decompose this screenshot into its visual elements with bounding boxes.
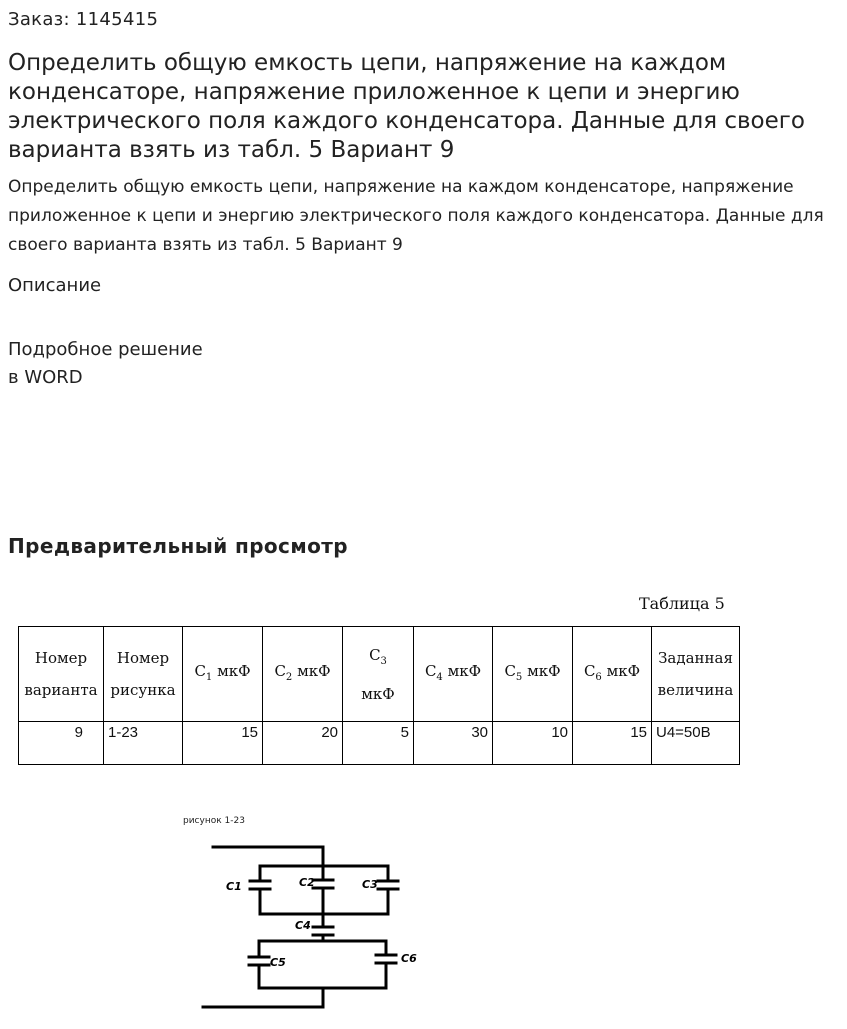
solution-line-1: Подробное решение: [8, 339, 203, 360]
cell-c5: 10: [493, 722, 573, 765]
label-c6: C6: [401, 952, 417, 965]
header-variant: Номер варианта: [19, 627, 104, 722]
circuit-diagram: [170, 808, 450, 1023]
task-title: Определить общую емкость цепи, напряжение на каждом конденсаторе, напряжение приложенное к цепи и энергию электрического поля каждого конденсатора. Данные для своего варианта взять из табл. 5 Вариант 9: [8, 50, 805, 163]
cell-variant: 9: [19, 722, 104, 765]
header-c1: $C_1$ мкФ: [183, 627, 263, 722]
label-c5: C5: [270, 956, 286, 969]
header-c4: $C_4$ мкФ: [414, 627, 493, 722]
cell-c3: 5: [343, 722, 414, 765]
label-c1: C1: [226, 880, 242, 893]
order-number: Заказ: 1145415: [8, 9, 159, 30]
figure-caption: рисунок 1-23: [183, 816, 245, 826]
cell-c4: 30: [414, 722, 493, 765]
table-header-row: [19, 627, 740, 722]
solution-note: [8, 336, 203, 392]
table-row: [19, 722, 740, 765]
header-c5: $C_5$ мкФ: [493, 627, 573, 722]
cell-c6: 15: [573, 722, 652, 765]
header-figure: Номер рисунка: [104, 627, 183, 722]
cell-c1: 15: [183, 722, 263, 765]
header-given: Заданная величина: [652, 627, 740, 722]
label-c2: C2: [299, 876, 315, 889]
task-description: Определить общую емкость цепи, напряжение на каждом конденсаторе, напряжение приложенное к цепи и энергию электрического поля каждого конденсатора. Данные для своего варианта взять из табл. 5 Вариант 9: [8, 177, 824, 255]
label-c4: C4: [295, 919, 311, 932]
preview-heading: Предварительный просмотр: [8, 534, 348, 558]
header-c6: $C_6$ мкФ: [573, 627, 652, 722]
header-c2: $C_2$ мкФ: [263, 627, 343, 722]
description-label: Описание: [8, 275, 102, 296]
solution-line-2: в WORD: [8, 367, 83, 388]
header-c3: $C_3$ мкФ: [343, 627, 414, 722]
cell-given: U4=50B: [652, 722, 740, 765]
label-c3: C3: [362, 878, 378, 891]
cell-figure: 1-23: [104, 722, 183, 765]
cell-c2: 20: [263, 722, 343, 765]
data-table: [18, 626, 740, 765]
table-caption: Таблица 5: [639, 594, 725, 613]
